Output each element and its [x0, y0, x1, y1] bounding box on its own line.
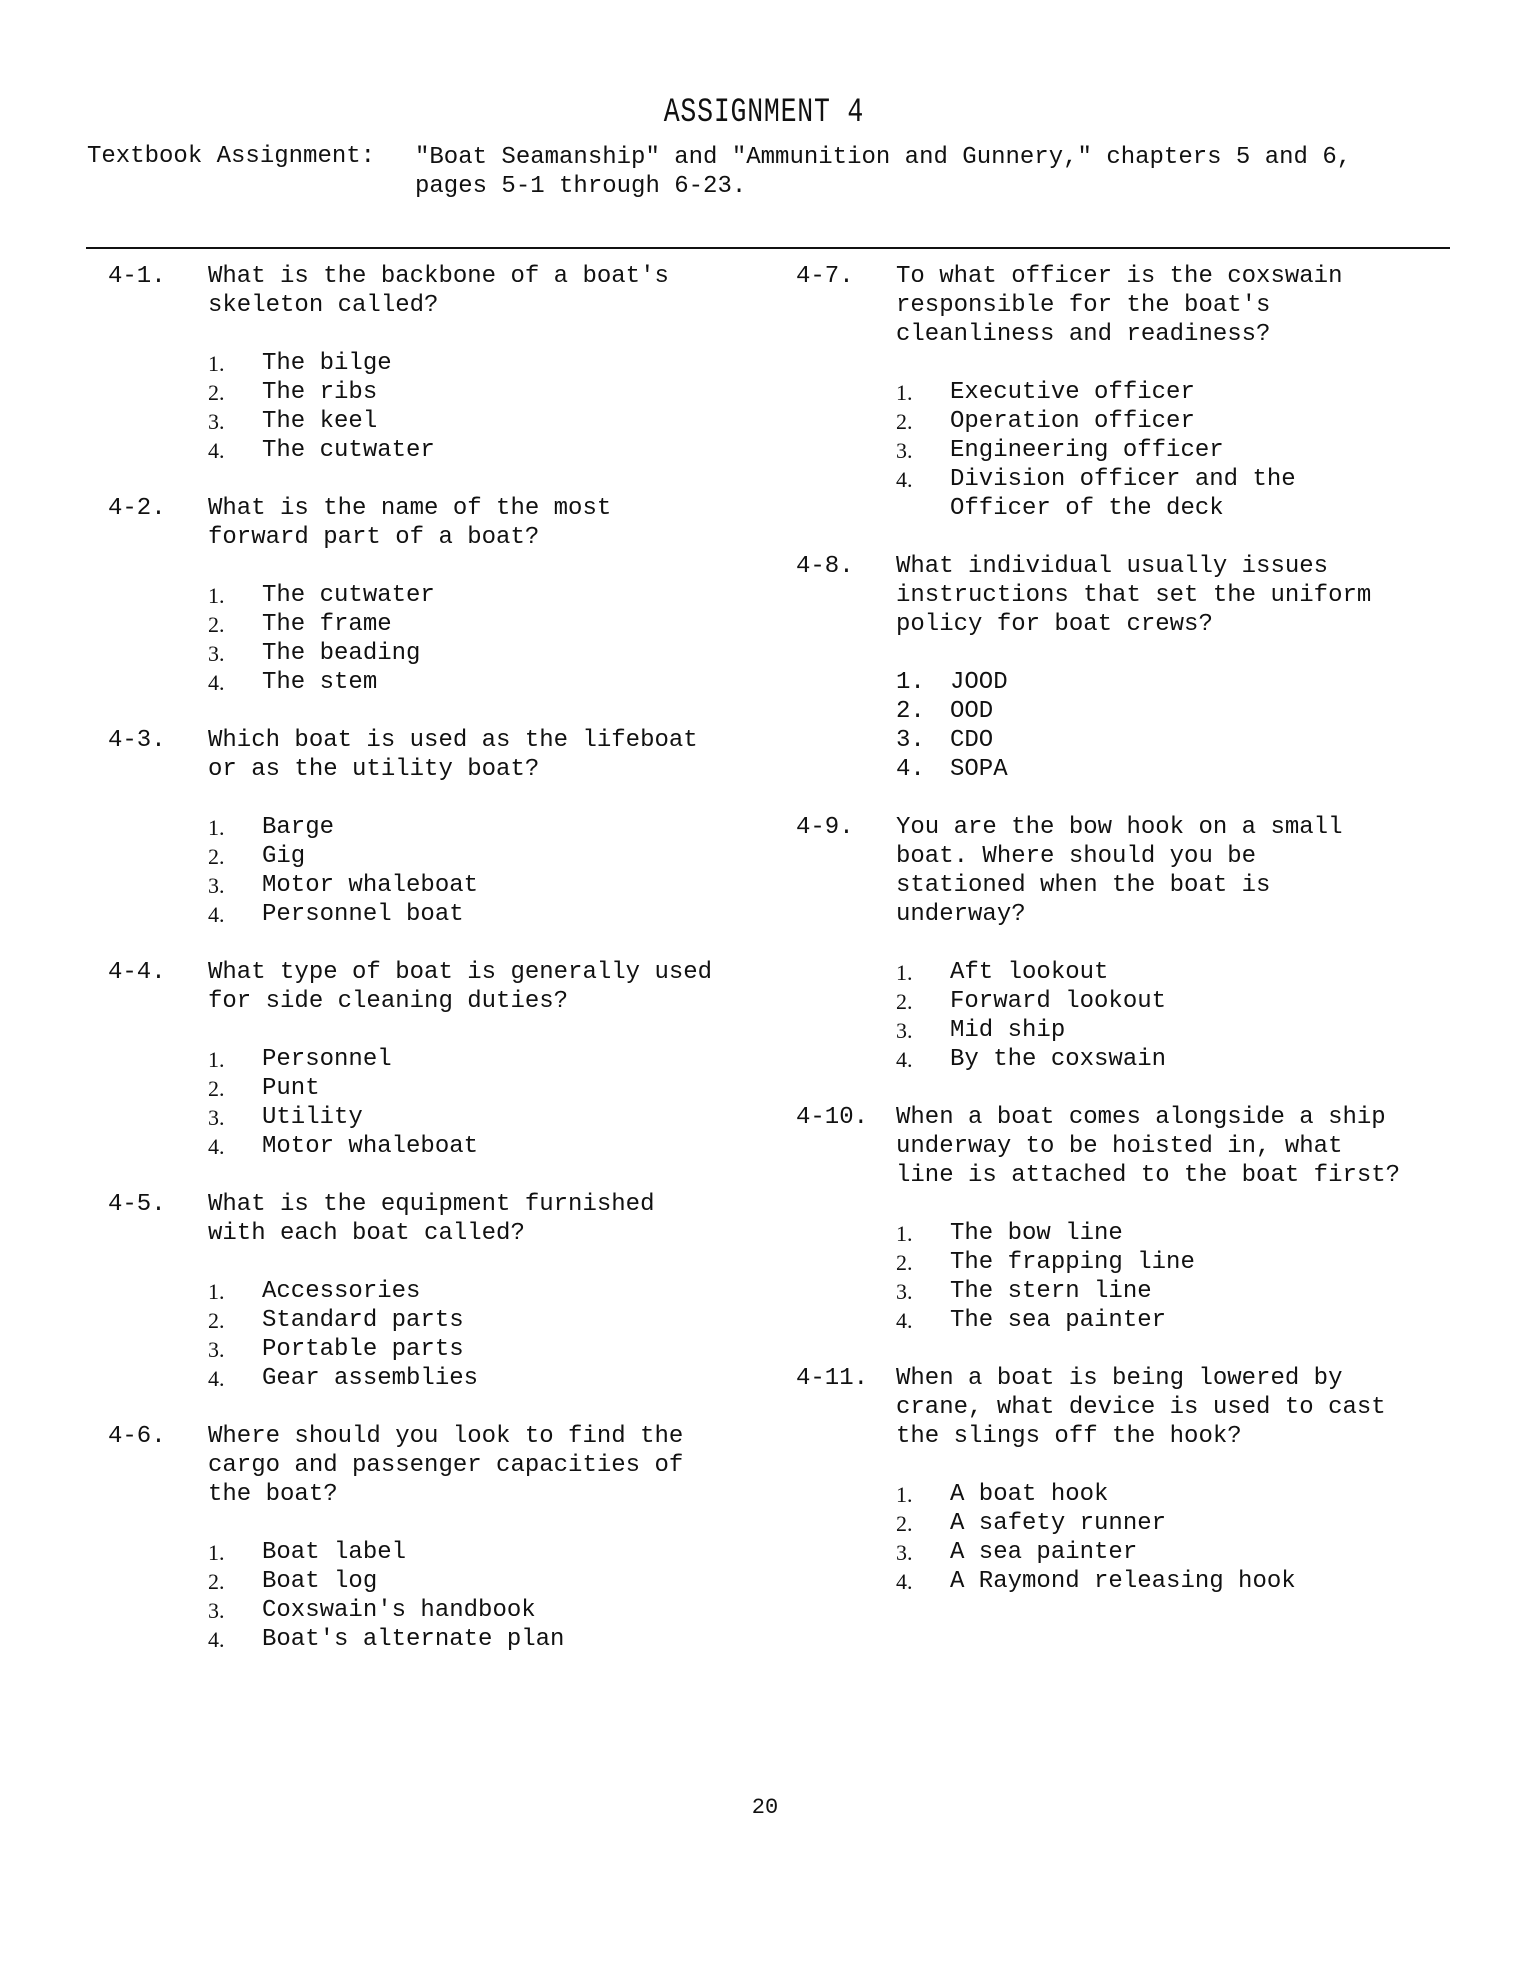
answer-text: Boat log	[262, 1568, 378, 1595]
answer-number: 1.	[896, 1482, 913, 1507]
answer-number: 4.	[208, 1134, 225, 1159]
answer-number: 1.	[896, 960, 913, 985]
answer-number: 4.	[208, 902, 225, 927]
answer-text: Personnel	[262, 1046, 392, 1073]
answer-choice	[208, 1538, 748, 1567]
answer-number: 4.	[208, 670, 225, 695]
answer-choices	[208, 813, 748, 929]
answer-choice	[896, 1509, 1446, 1538]
question-stem-line: Which boat is used as the lifeboat	[208, 727, 698, 754]
question-stem	[208, 958, 748, 1016]
answer-text: Gear assemblies	[262, 1365, 479, 1392]
answer-choices	[896, 1480, 1446, 1596]
answer-number: 2.	[896, 698, 925, 725]
assignment-title: ASSIGNMENT 4	[663, 94, 865, 132]
question-4-9	[796, 813, 1446, 1074]
answer-number: 2.	[896, 409, 913, 434]
answer-choice	[208, 349, 748, 378]
answer-text: Forward lookout	[950, 988, 1167, 1015]
question-number: 4-8.	[796, 553, 854, 580]
answer-number: 3.	[896, 1540, 913, 1565]
answer-text: The bilge	[262, 350, 392, 377]
question-body	[896, 1364, 1446, 1596]
answer-number: 3.	[208, 1105, 225, 1130]
answer-choice	[208, 1074, 748, 1103]
answer-choice	[896, 1016, 1446, 1045]
answer-number: 3.	[896, 1018, 913, 1043]
answer-choice	[208, 639, 748, 668]
answer-text: The frapping line	[950, 1249, 1195, 1276]
answer-choices	[208, 1045, 748, 1161]
answer-choice	[896, 1277, 1446, 1306]
answer-number: 2.	[208, 1076, 225, 1101]
answer-text: Punt	[262, 1075, 320, 1102]
answer-choice	[896, 1045, 1446, 1074]
answer-number: 3.	[896, 1279, 913, 1304]
answer-number: 3.	[208, 1337, 225, 1362]
question-body	[896, 262, 1446, 523]
answer-choice	[896, 465, 1446, 523]
answer-text: Coxswain's handbook	[262, 1597, 536, 1624]
answer-text: The keel	[262, 408, 378, 435]
question-4-11	[796, 1364, 1446, 1596]
answer-number: 1.	[896, 1221, 913, 1246]
answer-choices	[208, 1538, 748, 1654]
question-body	[896, 552, 1446, 784]
answer-number: 1.	[896, 380, 913, 405]
answer-choice	[896, 1248, 1446, 1277]
question-stem	[208, 1422, 748, 1509]
answer-choices	[208, 349, 748, 465]
answer-text: Boat's alternate plan	[262, 1626, 565, 1653]
answer-text: Aft lookout	[950, 959, 1109, 986]
answer-text: Accessories	[262, 1278, 421, 1305]
answer-choice	[896, 1538, 1446, 1567]
question-stem-line: cargo and passenger capacities of	[208, 1452, 684, 1479]
answer-text: OOD	[950, 698, 994, 725]
answer-choice	[208, 407, 748, 436]
answer-choices	[208, 581, 748, 697]
question-stem-line: stationed when the boat is	[896, 872, 1271, 899]
question-stem-line: for side cleaning duties?	[208, 988, 569, 1015]
answer-text: Motor whaleboat	[262, 1133, 479, 1160]
question-stem-line: What is the name of the most	[208, 495, 612, 522]
question-stem-line: crane, what device is used to cast	[896, 1394, 1386, 1421]
answer-choice	[896, 378, 1446, 407]
question-stem	[208, 726, 748, 784]
answer-number: 2.	[208, 612, 225, 637]
answer-number: 3.	[208, 873, 225, 898]
question-stem-line: When a boat is being lowered by	[896, 1365, 1343, 1392]
answer-text: The ribs	[262, 379, 378, 406]
answer-number: 3.	[208, 1598, 225, 1623]
question-stem-line: or as the utility boat?	[208, 756, 540, 783]
question-stem-line: underway to be hoisted in, what	[896, 1133, 1343, 1160]
answer-choice	[896, 668, 1446, 697]
answer-choice	[896, 407, 1446, 436]
answer-choice	[208, 610, 748, 639]
question-stem-line: What is the backbone of a boat's	[208, 263, 669, 290]
answer-number: 1.	[208, 1279, 225, 1304]
left-question-column	[108, 262, 748, 1683]
answer-text: Motor whaleboat	[262, 872, 479, 899]
answer-number: 3.	[896, 438, 913, 463]
question-4-8	[796, 552, 1446, 784]
answer-text: The stern line	[950, 1278, 1152, 1305]
answer-choice	[208, 668, 748, 697]
answer-text: The cutwater	[262, 437, 435, 464]
question-number: 4-7.	[796, 263, 854, 290]
question-stem	[896, 1103, 1446, 1190]
answer-number: 2.	[896, 989, 913, 1014]
answer-choice	[208, 1596, 748, 1625]
question-number: 4-3.	[108, 727, 166, 754]
answer-choice	[208, 378, 748, 407]
page-number: 20	[751, 1795, 779, 1820]
answer-text: Mid ship	[950, 1017, 1066, 1044]
assignment-line-1: "Boat Seamanship" and "Ammunition and Gunnery," chapters 5 and 6,	[415, 144, 1352, 171]
question-number: 4-5.	[108, 1191, 166, 1218]
answer-choice	[896, 1306, 1446, 1335]
question-number: 4-4.	[108, 959, 166, 986]
answer-text: Utility	[262, 1104, 363, 1131]
question-stem-line: What type of boat is generally used	[208, 959, 713, 986]
answer-number: 1.	[208, 351, 225, 376]
answer-choice	[208, 1132, 748, 1161]
answer-choices	[896, 958, 1446, 1074]
answer-text: A Raymond releasing hook	[950, 1568, 1296, 1595]
question-number: 4-2.	[108, 495, 166, 522]
answer-number: 1.	[208, 1540, 225, 1565]
question-stem-line: instructions that set the uniform	[896, 582, 1372, 609]
question-number: 4-10.	[796, 1104, 869, 1131]
question-stem-line: forward part of a boat?	[208, 524, 540, 551]
answer-number: 3.	[208, 409, 225, 434]
question-stem-line: What is the equipment furnished	[208, 1191, 655, 1218]
answer-number: 4.	[896, 1308, 913, 1333]
answer-number: 4.	[208, 1366, 225, 1391]
question-number: 4-11.	[796, 1365, 869, 1392]
question-4-4	[108, 958, 748, 1161]
answer-text: A safety runner	[950, 1510, 1167, 1537]
answer-choice	[208, 1364, 748, 1393]
answer-choice	[896, 436, 1446, 465]
question-4-3	[108, 726, 748, 929]
question-4-1	[108, 262, 748, 465]
answer-choice	[208, 900, 748, 929]
question-body	[208, 262, 748, 465]
question-4-2	[108, 494, 748, 697]
question-number: 4-9.	[796, 814, 854, 841]
question-4-7	[796, 262, 1446, 523]
question-stem-line: responsible for the boat's	[896, 292, 1271, 319]
answer-number: 4.	[896, 756, 925, 783]
answer-choice	[208, 436, 748, 465]
answer-number: 1.	[208, 1047, 225, 1072]
question-stem-line: cleanliness and readiness?	[896, 321, 1271, 348]
answer-choice	[896, 726, 1446, 755]
answer-text: The frame	[262, 611, 392, 638]
answer-text: A sea painter	[950, 1539, 1138, 1566]
answer-text: The cutwater	[262, 582, 435, 609]
question-stem-line: boat. Where should you be	[896, 843, 1257, 870]
answer-choice	[208, 1277, 748, 1306]
question-number: 4-6.	[108, 1423, 166, 1450]
question-body	[896, 813, 1446, 1074]
question-body	[208, 1422, 748, 1654]
answer-text: Boat label	[262, 1539, 407, 1566]
answer-number: 2.	[208, 380, 225, 405]
answer-text: Engineering officer	[950, 437, 1224, 464]
question-stem-line: policy for boat crews?	[896, 611, 1213, 638]
question-4-5	[108, 1190, 748, 1393]
question-stem-line: Where should you look to find the	[208, 1423, 684, 1450]
answer-number: 3.	[896, 727, 925, 754]
answer-number: 4.	[208, 438, 225, 463]
answer-text: The bow line	[950, 1220, 1123, 1247]
header-divider	[86, 247, 1450, 249]
question-stem-line: with each boat called?	[208, 1220, 525, 1247]
question-stem	[896, 552, 1446, 639]
answer-text: SOPA	[950, 756, 1008, 783]
textbook-assignment-text	[415, 143, 1415, 201]
answer-number: 4.	[896, 467, 913, 492]
answer-choice	[208, 1306, 748, 1335]
question-stem	[896, 1364, 1446, 1451]
answer-choices	[896, 668, 1446, 784]
answer-choice	[896, 1480, 1446, 1509]
question-stem-line: the boat?	[208, 1481, 338, 1508]
answer-number: 4.	[896, 1569, 913, 1594]
question-stem	[208, 262, 748, 320]
question-stem	[896, 262, 1446, 349]
answer-text: Personnel boat	[262, 901, 464, 928]
question-4-6	[108, 1422, 748, 1654]
answer-text: By the coxswain	[950, 1046, 1167, 1073]
answer-choice	[896, 1219, 1446, 1248]
answer-number: 2.	[208, 844, 225, 869]
answer-choice	[208, 842, 748, 871]
answer-choice	[208, 813, 748, 842]
answer-choice	[208, 1045, 748, 1074]
answer-text: The sea painter	[950, 1307, 1167, 1334]
answer-number: 1.	[208, 815, 225, 840]
answer-choice	[896, 755, 1446, 784]
question-body	[208, 1190, 748, 1393]
question-body	[208, 726, 748, 929]
answer-text: Gig	[262, 843, 306, 870]
answer-text: Operation officer	[950, 408, 1195, 435]
answer-text: Standard parts	[262, 1307, 464, 1334]
answer-text: Barge	[262, 814, 335, 841]
answer-choices	[896, 1219, 1446, 1335]
textbook-assignment-label: Textbook Assignment:	[87, 143, 376, 170]
answer-number: 1.	[208, 583, 225, 608]
assignment-line-2: pages 5-1 through 6-23.	[415, 173, 747, 200]
answer-number: 4.	[208, 1627, 225, 1652]
answer-text: The stem	[262, 669, 378, 696]
question-body	[208, 494, 748, 697]
question-stem-line: You are the bow hook on a small	[896, 814, 1343, 841]
answer-text: A boat hook	[950, 1481, 1109, 1508]
answer-choice	[896, 1567, 1446, 1596]
answer-text: Portable parts	[262, 1336, 464, 1363]
answer-choice	[208, 1335, 748, 1364]
answer-text: Executive officer	[950, 379, 1195, 406]
right-question-column	[796, 262, 1446, 1625]
answer-choices	[208, 1277, 748, 1393]
question-stem	[896, 813, 1446, 929]
answer-number: 2.	[208, 1308, 225, 1333]
question-stem	[208, 1190, 748, 1248]
answer-number: 1.	[896, 669, 925, 696]
answer-number: 4.	[896, 1047, 913, 1072]
question-stem-line: the slings off the hook?	[896, 1423, 1242, 1450]
answer-choice	[896, 987, 1446, 1016]
question-stem-line: When a boat comes alongside a ship	[896, 1104, 1386, 1131]
answer-text: CDO	[950, 727, 994, 754]
question-stem-line: line is attached to the boat first?	[896, 1162, 1401, 1189]
answer-text: JOOD	[950, 669, 1008, 696]
answer-choice	[896, 697, 1446, 726]
answer-choice	[208, 1103, 748, 1132]
answer-number: 2.	[896, 1511, 913, 1536]
question-stem-line: underway?	[896, 901, 1026, 928]
question-stem-line: What individual usually issues	[896, 553, 1329, 580]
question-body	[208, 958, 748, 1161]
answer-choice	[208, 1567, 748, 1596]
answer-text: Division officer and the Officer of the deck	[950, 466, 1296, 522]
question-stem-line: skeleton called?	[208, 292, 439, 319]
answer-choices	[896, 378, 1446, 523]
question-4-10	[796, 1103, 1446, 1335]
answer-number: 2.	[208, 1569, 225, 1594]
answer-choice	[208, 581, 748, 610]
answer-number: 3.	[208, 641, 225, 666]
answer-choice	[896, 958, 1446, 987]
answer-number: 2.	[896, 1250, 913, 1275]
answer-choice	[208, 871, 748, 900]
question-body	[896, 1103, 1446, 1335]
question-number: 4-1.	[108, 263, 166, 290]
answer-choice	[208, 1625, 748, 1654]
question-stem-line: To what officer is the coxswain	[896, 263, 1343, 290]
answer-text: The beading	[262, 640, 421, 667]
question-stem	[208, 494, 748, 552]
